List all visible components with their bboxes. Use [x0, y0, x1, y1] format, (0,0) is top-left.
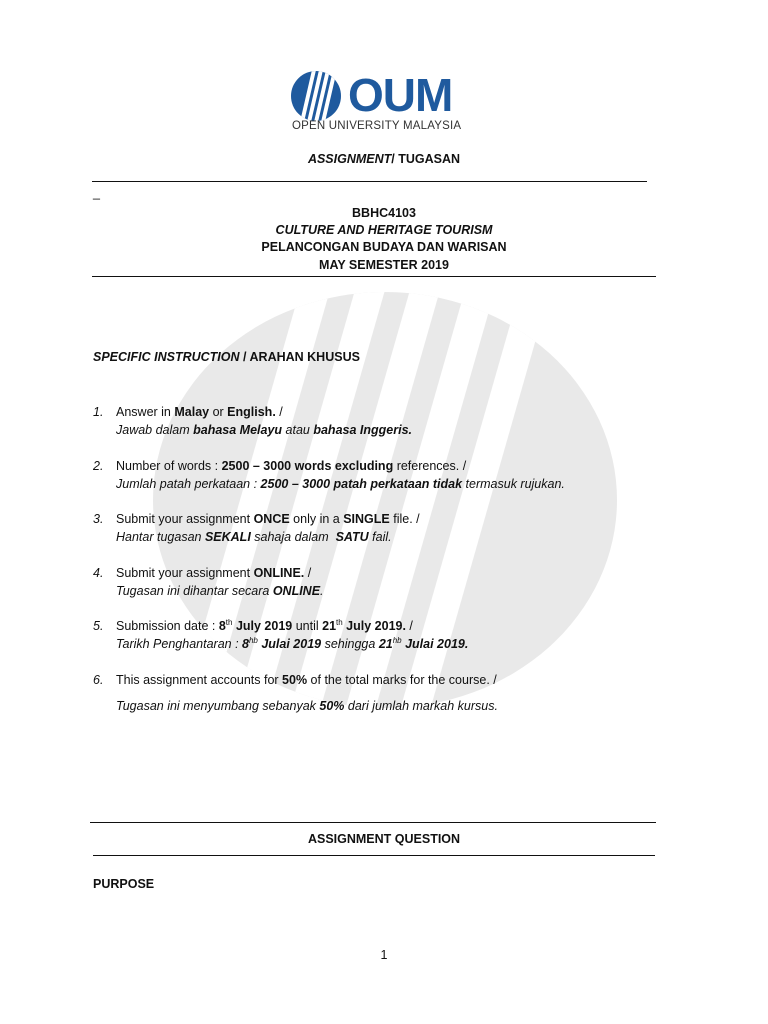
document-title: [0, 152, 768, 166]
course-name-english: CULTURE AND HERITAGE TOURISM: [275, 223, 493, 237]
course-code: BBHC4103: [352, 206, 416, 220]
course-name-malay: PELANCONGAN BUDAYA DAN WARISAN: [261, 240, 507, 254]
title-malay: TUGASAN: [398, 152, 461, 166]
item-text: Answer in Malay or English. / Jawab dalam bahasa Melayu atau bahasa Inggeris.: [116, 405, 412, 437]
title-english: ASSIGNMENT: [307, 152, 392, 166]
semester: MAY SEMESTER 2019: [319, 258, 449, 272]
instruction-heading-malay: ARAHAN KHUSUS: [249, 350, 360, 364]
item-number: 4.: [93, 566, 104, 580]
item-text: Submit your assignment ONLINE. / Tugasan ini dihantar secara ONLINE.: [116, 566, 324, 598]
item-number: 3.: [93, 512, 104, 526]
page-number: 1: [380, 948, 388, 962]
purpose-heading: PURPOSE: [93, 877, 155, 891]
divider-question-top: [90, 822, 656, 823]
item-number: 6.: [93, 673, 104, 687]
item-text: This assignment accounts for 50% of the total marks for the course. / Tugasan ini menyumbang sebanyak 50% dari jumlah markah kursus.: [116, 673, 498, 713]
instruction-heading: SPECIFIC INSTRUCTION / ARAHAN KHUSUS: [93, 350, 360, 364]
divider-question-bottom: [93, 855, 655, 856]
title-separator: /: [391, 152, 399, 166]
item-number: 5.: [93, 619, 104, 633]
trailing-dash: _: [93, 186, 100, 200]
item-text: Submit your assignment ONCE only in a SINGLE file. / Hantar tugasan SEKALI sahaja dalam SATU fail.: [116, 512, 420, 544]
oum-globe-icon: [290, 70, 342, 122]
logo-subtitle: OPEN UNIVERSITY MALAYSIA: [292, 120, 462, 132]
item-text: Submission date : 8th July 2019 until 21th July 2019. / Tarikh Penghantaran : $8^{hb}$ Julai 2019 sehingga $21^{hb}$ Julai 2019.: [116, 617, 469, 651]
divider-course: [92, 276, 656, 277]
instruction-heading-english: SPECIFIC INSTRUCTION: [93, 350, 240, 364]
oum-logo: [290, 70, 470, 136]
item-number: 2.: [93, 459, 104, 473]
logo-wordmark: OUM: [348, 69, 453, 121]
divider-top: [92, 181, 647, 182]
item-number: 1.: [93, 405, 104, 419]
assignment-question-heading: ASSIGNMENT QUESTION: [307, 832, 461, 846]
item-text: Number of words : 2500 – 3000 words excluding references. / Jumlah patah perkataan : 2500 – 3000 patah perkataan tidak termasuk rujukan.: [116, 459, 565, 491]
